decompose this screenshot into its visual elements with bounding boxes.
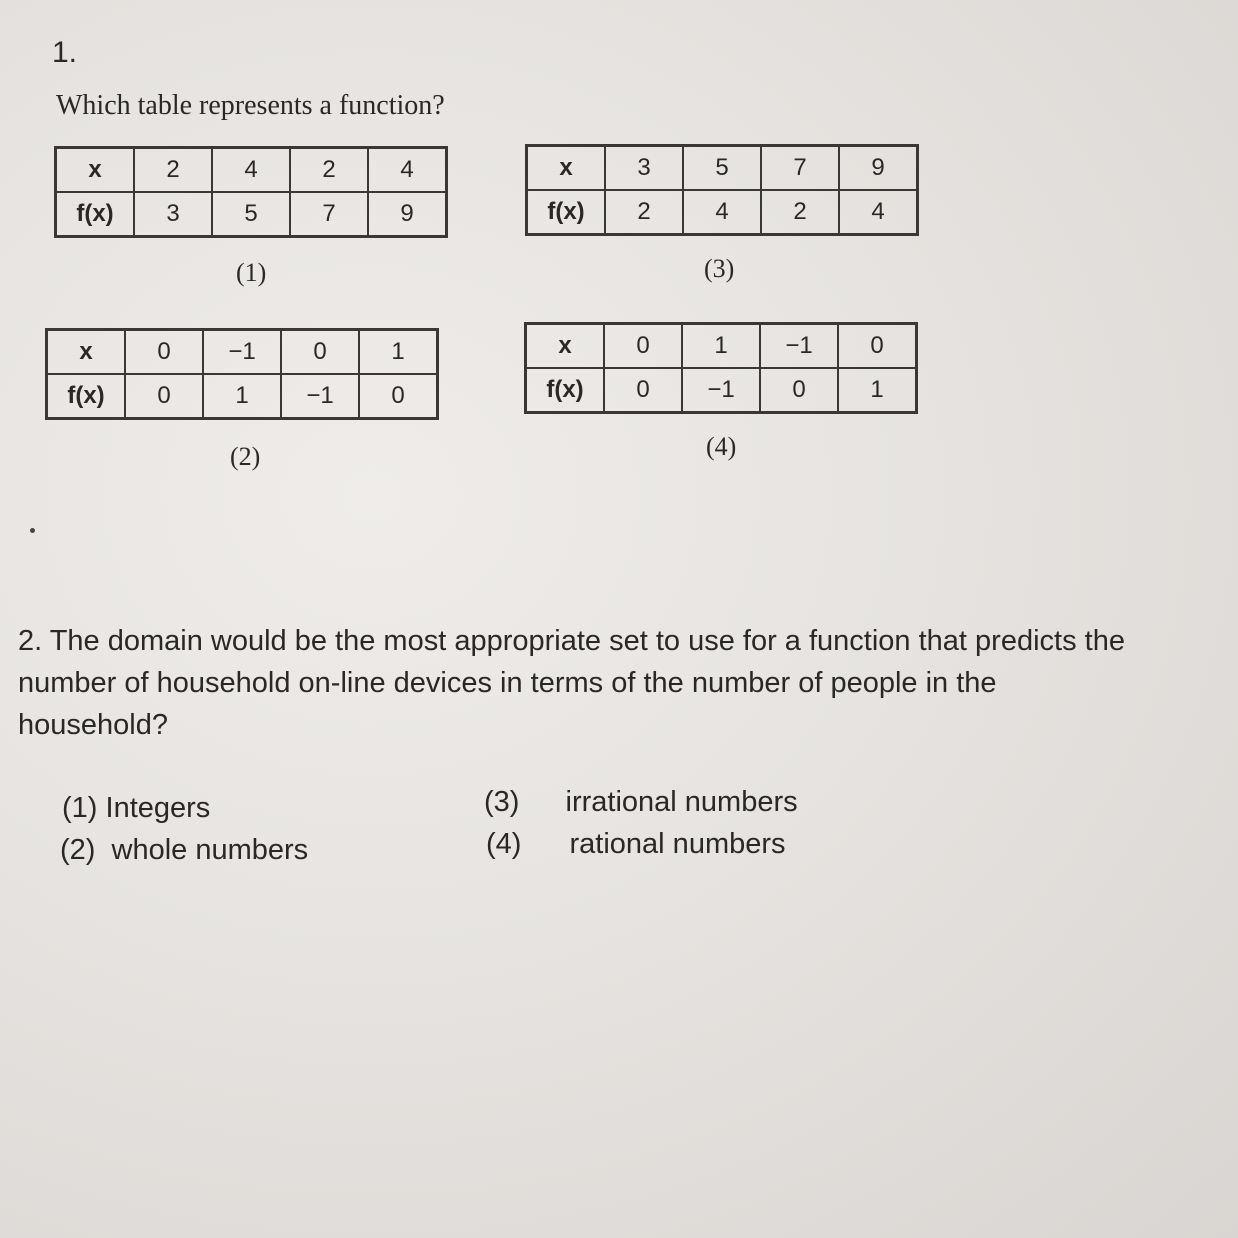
table-cell: 4 bbox=[212, 148, 290, 193]
table-cell: 7 bbox=[290, 192, 368, 237]
table-header-x: x bbox=[47, 330, 126, 375]
table-cell: 0 bbox=[359, 374, 438, 419]
option-2[interactable] bbox=[60, 834, 308, 867]
table-cell: 4 bbox=[368, 148, 447, 193]
table-cell: 0 bbox=[125, 374, 203, 419]
question-1-number: 1. bbox=[52, 36, 78, 69]
table-cell: 4 bbox=[683, 190, 761, 235]
table-cell: 0 bbox=[281, 330, 359, 375]
table-3 bbox=[525, 144, 919, 236]
table-cell: 5 bbox=[212, 192, 290, 237]
table-cell: 3 bbox=[605, 146, 683, 191]
table-cell: 1 bbox=[359, 330, 438, 375]
table-cell: 9 bbox=[839, 146, 918, 191]
option-text: whole numbers bbox=[111, 834, 309, 866]
question-2-line-1: 2. The domain would be the most appropriate set to use for a function that predicts the bbox=[18, 625, 1125, 657]
table-1-label: (1) bbox=[236, 258, 267, 287]
table-cell: −1 bbox=[203, 330, 281, 375]
table-header-x: x bbox=[56, 148, 135, 193]
table-cell: 2 bbox=[290, 148, 368, 193]
table-3-label: (3) bbox=[704, 254, 735, 283]
table-cell: 9 bbox=[368, 192, 447, 237]
option-1[interactable] bbox=[62, 792, 210, 825]
table-cell: 0 bbox=[125, 330, 203, 375]
question-2-line-2: number of household on-line devices in terms of the number of people in the bbox=[18, 667, 997, 699]
table-header-fx: f(x) bbox=[56, 192, 135, 237]
table-header-fx: f(x) bbox=[47, 374, 126, 419]
table-cell: −1 bbox=[281, 374, 359, 419]
option-text: irrational numbers bbox=[565, 786, 798, 818]
table-cell: 2 bbox=[134, 148, 212, 193]
question-2-line-3: household? bbox=[18, 709, 168, 741]
table-cell: 4 bbox=[839, 190, 918, 235]
table-cell: 3 bbox=[134, 192, 212, 237]
table-cell: 7 bbox=[761, 146, 839, 191]
option-3[interactable] bbox=[484, 786, 798, 819]
table-cell: 2 bbox=[605, 190, 683, 235]
stray-dot bbox=[30, 528, 35, 533]
table-header-fx: f(x) bbox=[527, 190, 606, 235]
table-2 bbox=[45, 328, 439, 420]
table-cell: 0 bbox=[760, 368, 838, 413]
table-header-x: x bbox=[526, 324, 605, 369]
question-1-prompt: Which table represents a function? bbox=[56, 90, 445, 121]
option-number: (3) bbox=[484, 786, 520, 818]
table-4 bbox=[524, 322, 918, 414]
table-header-x: x bbox=[527, 146, 606, 191]
option-number: (2) bbox=[60, 834, 96, 866]
table-cell: 0 bbox=[604, 368, 682, 413]
option-number: (4) bbox=[486, 828, 522, 860]
option-4[interactable] bbox=[486, 828, 786, 861]
question-2-prompt bbox=[18, 620, 1236, 746]
table-1 bbox=[54, 146, 448, 238]
table-cell: 1 bbox=[682, 324, 760, 369]
table-4-label: (4) bbox=[706, 432, 737, 461]
table-header-fx: f(x) bbox=[526, 368, 605, 413]
table-cell: −1 bbox=[682, 368, 760, 413]
table-cell: 0 bbox=[604, 324, 682, 369]
table-2-label: (2) bbox=[230, 442, 261, 471]
option-text: Integers bbox=[105, 792, 211, 824]
table-cell: −1 bbox=[760, 324, 838, 369]
table-cell: 2 bbox=[761, 190, 839, 235]
table-cell: 1 bbox=[203, 374, 281, 419]
option-number: (1) bbox=[62, 792, 98, 824]
table-cell: 5 bbox=[683, 146, 761, 191]
table-cell: 0 bbox=[838, 324, 917, 369]
option-text: rational numbers bbox=[569, 828, 786, 860]
table-cell: 1 bbox=[838, 368, 917, 413]
